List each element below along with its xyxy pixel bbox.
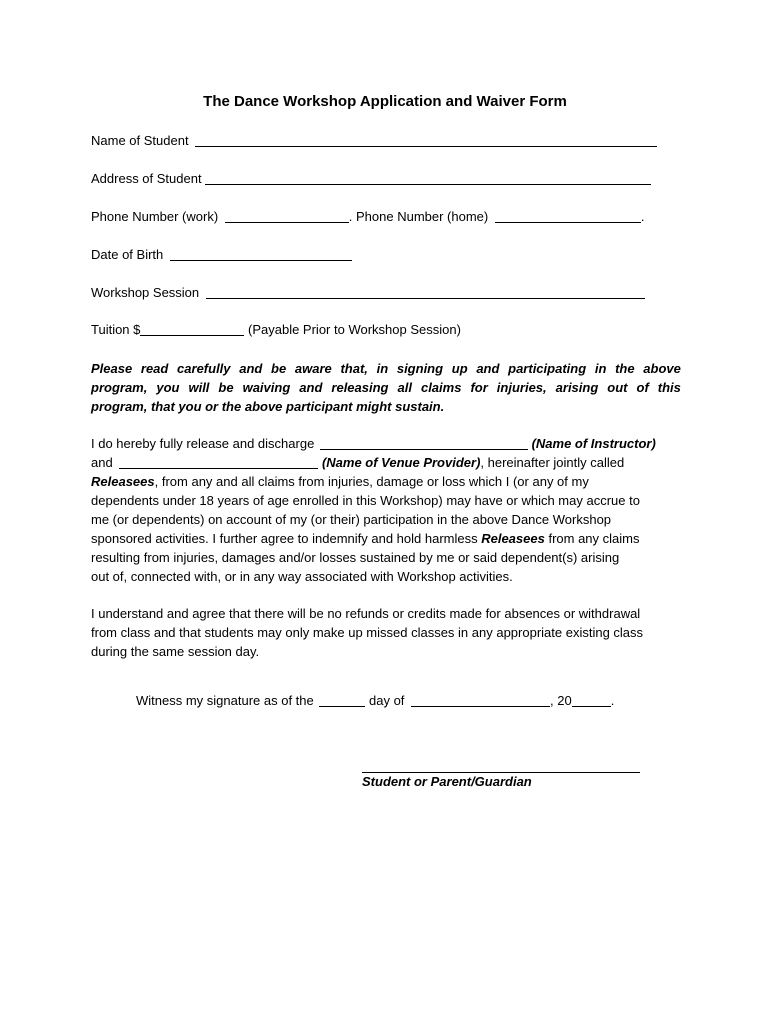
- release-text: and: [91, 455, 113, 470]
- warning-line-1: [91, 359, 681, 378]
- warning-word: the: [615, 361, 635, 376]
- phone-home-label: . Phone Number (home): [348, 209, 489, 224]
- warning-word: of: [636, 380, 649, 395]
- warning-word: above: [643, 361, 681, 376]
- refunds-line-3: during the same session day.: [91, 644, 260, 659]
- warning-word: releasing: [331, 380, 389, 395]
- session-field[interactable]: [206, 286, 645, 299]
- tuition-note: (Payable Prior to Workshop Session): [248, 322, 461, 337]
- warning-word: all: [397, 380, 412, 395]
- warning-word: arising: [555, 380, 599, 395]
- instructor-label: (Name of Instructor): [531, 436, 656, 451]
- warning-word: and: [239, 361, 263, 376]
- release-text: , hereinafter jointly called: [480, 455, 625, 470]
- phone-home-field[interactable]: [495, 210, 641, 223]
- year-prefix: , 20: [550, 693, 572, 708]
- warning-word: waiving: [242, 380, 291, 395]
- warning-word: claims: [420, 380, 462, 395]
- instructor-name-field[interactable]: [320, 437, 528, 450]
- phone-work-label: Phone Number (work): [91, 209, 219, 224]
- signature-day-field[interactable]: [319, 694, 365, 707]
- warning-word: this: [657, 380, 681, 395]
- warning-word: injuries,: [496, 380, 547, 395]
- warning-word: and: [476, 361, 500, 376]
- warning-word: Please: [91, 361, 133, 376]
- warning-word: signing: [396, 361, 444, 376]
- phone-end: .: [640, 209, 645, 224]
- student-name-label: Name of Student: [91, 133, 189, 148]
- signature-year-field[interactable]: [572, 694, 611, 707]
- warning-word: be: [271, 361, 287, 376]
- warning-word: will: [188, 380, 210, 395]
- student-address-row: [91, 171, 651, 187]
- warning-line-3: program, that you or the above participant might sustain.: [91, 399, 445, 414]
- releasees-term: Releasees: [91, 474, 155, 489]
- witness-text: Witness my signature as of the: [136, 693, 314, 708]
- session-row: [91, 285, 645, 301]
- release-line-4: dependents under 18 years of age enrolled in this Workshop) may have or which may accrue to: [91, 493, 640, 508]
- witness-end: .: [610, 693, 615, 708]
- release-line-3: [91, 472, 681, 491]
- student-name-field[interactable]: [195, 134, 657, 147]
- dob-label: Date of Birth: [91, 247, 164, 262]
- warning-word: read: [140, 361, 169, 376]
- release-line-1: [91, 434, 681, 453]
- warning-word: you: [156, 380, 180, 395]
- tuition-field[interactable]: [140, 323, 244, 336]
- signature-line[interactable]: [362, 772, 640, 773]
- release-text: from any claims: [548, 531, 640, 546]
- release-line-5: me (or dependents) on account of my (or their) participation in the above Dance Workshop: [91, 512, 612, 527]
- release-line-7: resulting from injuries, damages and/or losses sustained by me or said dependent(s) arising: [91, 550, 620, 565]
- release-line-2: [91, 453, 681, 472]
- release-line-8: out of, connected with, or in any way associated with Workshop activities.: [91, 569, 513, 584]
- warning-word: that,: [340, 361, 368, 376]
- warning-word: program,: [91, 380, 148, 395]
- dob-field[interactable]: [170, 248, 352, 261]
- phone-work-field[interactable]: [225, 210, 349, 223]
- signature-label: Student or Parent/Guardian: [362, 774, 532, 789]
- release-text: I do hereby fully release and discharge: [91, 436, 315, 451]
- tuition-label: Tuition $: [91, 322, 141, 337]
- warning-line-2: [91, 378, 681, 397]
- refunds-line-1: I understand and agree that there will be no refunds or credits made for absences or withdrawal: [91, 606, 641, 621]
- phone-row: [91, 209, 644, 225]
- student-name-row: [91, 133, 657, 149]
- warning-word: in: [594, 361, 607, 376]
- release-text: sponsored activities. I further agree to indemnify and hold harmless: [91, 531, 478, 546]
- release-line-6: [91, 529, 681, 548]
- refunds-paragraph: [91, 604, 681, 661]
- session-label: Workshop Session: [91, 285, 200, 300]
- release-paragraph: [91, 434, 681, 586]
- warning-word: participating: [508, 361, 587, 376]
- refunds-line-2: from class and that students may only make up missed classes in any appropriate existing class: [91, 625, 644, 640]
- warning-word: in: [376, 361, 389, 376]
- release-text: , from any and all claims from injuries, damage or loss which I (or any of my: [154, 474, 589, 489]
- warning-word: be: [218, 380, 234, 395]
- warning-word: out: [607, 380, 628, 395]
- dob-row: [91, 247, 352, 263]
- warning-word: up: [451, 361, 468, 376]
- witness-row: [136, 693, 614, 709]
- warning-word: and: [299, 380, 323, 395]
- signature-month-field[interactable]: [411, 694, 550, 707]
- releasees-term: Releasees: [481, 531, 545, 546]
- venue-provider-label: (Name of Venue Provider): [321, 455, 481, 470]
- tuition-row: [91, 322, 461, 338]
- student-address-field[interactable]: [205, 172, 651, 185]
- warning-paragraph: [91, 359, 681, 416]
- warning-word: for: [470, 380, 488, 395]
- day-of-text: day of: [369, 693, 405, 708]
- venue-provider-field[interactable]: [119, 456, 318, 469]
- form-title: The Dance Workshop Application and Waiver Form: [203, 93, 567, 110]
- warning-word: carefully: [177, 361, 231, 376]
- student-address-label: Address of Student: [91, 171, 202, 186]
- warning-word: aware: [294, 361, 332, 376]
